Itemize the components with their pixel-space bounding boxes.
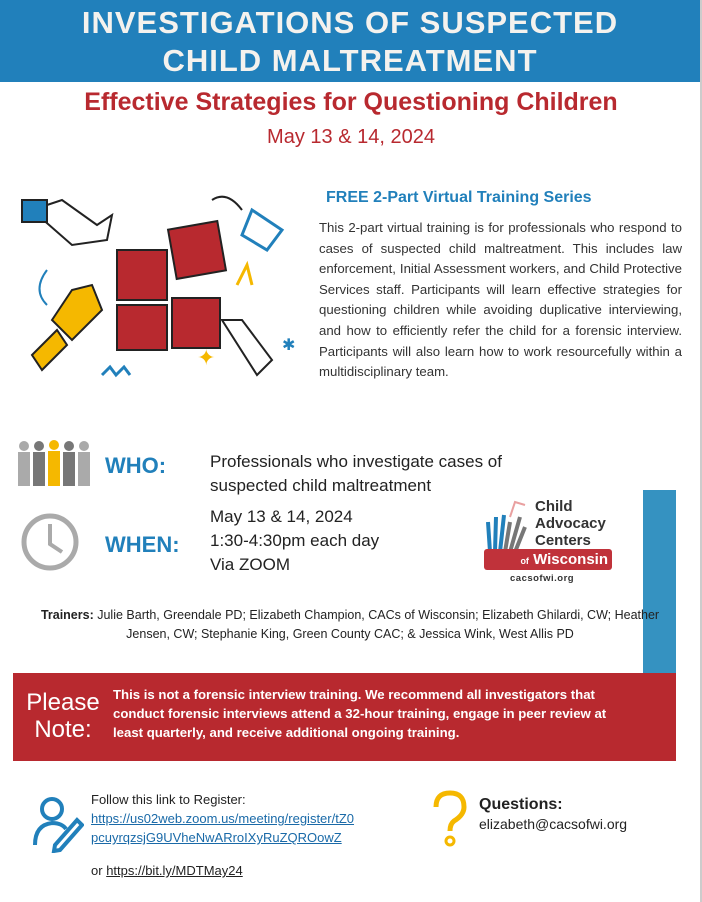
decorative-bar (643, 490, 676, 702)
series-title: FREE 2-Part Virtual Training Series (326, 189, 592, 206)
question-mark-icon (430, 789, 472, 849)
register-section (91, 790, 354, 880)
please-note-box (13, 673, 676, 761)
register-link-part-2[interactable]: pcuyrqzsjG9UVheNwARroIXyRuZQROowZ (91, 830, 342, 845)
description: This 2-part virtual training is for professionals who respond to cases of suspected child maltreatment. This includes law enforcement, Initial Assessment workers, and Child Protective Services staff. Participants will learn effective strategies for questioning children while avoiding duplicative interviewing, and how to efficiently refer the child for a forensic interview. Participants will also learn how to work resourcefully within a multidisciplinary team. (319, 220, 682, 380)
who-line-1: Professionals who investigate cases of (210, 452, 502, 471)
note-text: This is not a forensic interview training. We recommend all investigators that conduct forensic interviews attend a 32-hour training, engage in peer review at least quarterly, and receive additional ongoing training. (113, 687, 607, 740)
who-line-2: suspected child maltreatment (210, 476, 432, 495)
or-text: or (91, 863, 103, 878)
register-link-part-1[interactable]: https://us02web.zoom.us/meeting/register/tZ0 (91, 811, 355, 826)
logo-line-2: Advocacy (535, 515, 606, 532)
title-banner (0, 0, 700, 82)
trainers-list: Julie Barth, Greendale PD; Elizabeth Champion, CACs of Wisconsin; Elizabeth Ghilardi, CW; Heather Jensen, CW; Stephanie King, Green County CAC; & Jessica Wink, West Allis PD (97, 608, 660, 641)
questions-label: Questions: (479, 796, 563, 813)
trainers (30, 606, 670, 644)
title-line-1: INVESTIGATIONS OF SUSPECTED (81, 5, 619, 40)
register-user-pen-icon (32, 795, 84, 853)
logo-of: of (520, 556, 529, 566)
note-label-1: Please (26, 689, 100, 716)
clock-icon (20, 512, 80, 572)
logo-url: cacsofwi.org (510, 573, 575, 584)
event-date: May 13 & 14, 2024 (267, 126, 435, 148)
when-label: WHEN: (105, 532, 180, 557)
hands-icon (480, 497, 535, 557)
title-line-2: CHILD MALTREATMENT (162, 43, 538, 78)
when-value (210, 505, 379, 577)
when-time: 1:30-4:30pm each day (210, 531, 380, 550)
short-link[interactable]: https://bit.ly/MDTMay24 (106, 863, 243, 878)
svg-text:✦: ✦ (197, 345, 216, 370)
questions-section (479, 796, 627, 832)
logo-line-1: Child (535, 498, 573, 515)
register-label: Follow this link to Register: (91, 792, 246, 807)
logo-wisconsin: Wisconsin (533, 551, 608, 568)
questions-email[interactable]: elizabeth@cacsofwi.org (479, 816, 628, 832)
puzzle-hands-illustration (12, 180, 307, 400)
who-value (210, 450, 502, 498)
when-date: May 13 & 14, 2024 (210, 507, 353, 526)
svg-text:✱: ✱ (282, 337, 296, 354)
who-label: WHO: (105, 453, 167, 478)
note-label (19, 689, 107, 743)
people-icon (14, 440, 94, 486)
when-platform: Via ZOOM (210, 555, 290, 574)
logo-line-3: Centers (535, 532, 591, 549)
subtitle: Effective Strategies for Questioning Children (84, 88, 618, 116)
cac-wisconsin-logo (478, 497, 618, 587)
trainers-label: Trainers: (40, 608, 94, 622)
note-label-2: Note: (34, 716, 92, 743)
register-link[interactable] (91, 811, 354, 845)
